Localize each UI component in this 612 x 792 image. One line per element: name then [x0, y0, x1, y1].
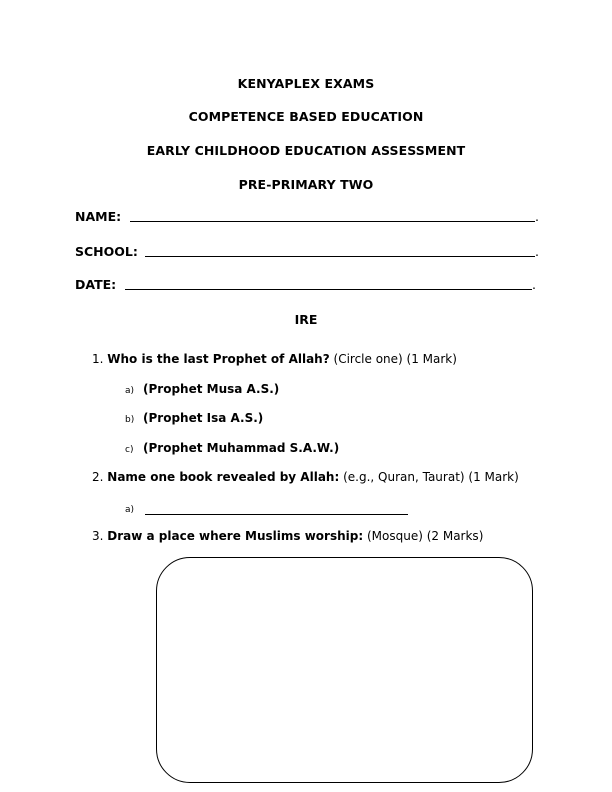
date-field[interactable]	[75, 277, 545, 292]
curriculum-title: COMPETENCE BASED EDUCATION	[188, 109, 424, 124]
date-label: DATE:	[75, 277, 117, 292]
option-text: (Prophet Muhammad S.A.W.)	[143, 441, 340, 455]
option-letter: c)	[125, 445, 134, 455]
question-3-note: (Mosque) (2 Marks)	[366, 529, 484, 543]
date-line[interactable]	[125, 289, 532, 290]
grade-title: PRE-PRIMARY TWO	[238, 177, 374, 192]
question-1-number: 1.	[92, 352, 104, 366]
question-2-prompt: Name one book revealed by Allah:	[107, 470, 340, 484]
question-2-answer-line[interactable]	[145, 514, 408, 515]
question-1-option-c[interactable]	[125, 441, 339, 455]
option-text: (Prophet Isa A.S.)	[143, 411, 264, 425]
question-1	[92, 352, 457, 366]
option-letter: a)	[125, 386, 135, 396]
school-field[interactable]	[75, 244, 545, 259]
option-text: (Prophet Musa A.S.)	[143, 382, 280, 396]
exam-title: KENYAPLEX EXAMS	[237, 76, 375, 91]
question-2	[92, 470, 519, 484]
option-letter: b)	[125, 415, 135, 425]
question-3-prompt: Draw a place where Muslims worship:	[107, 529, 364, 543]
question-1-note: (Circle one) (1 Mark)	[333, 352, 457, 366]
school-line[interactable]	[145, 256, 535, 257]
date-end-mark: .	[532, 277, 536, 292]
drawing-box[interactable]	[156, 557, 533, 783]
assessment-title: EARLY CHILDHOOD EDUCATION ASSESSMENT	[146, 143, 466, 158]
name-end-mark: .	[535, 209, 539, 224]
question-3	[92, 529, 483, 543]
question-2-note: (e.g., Quran, Taurat) (1 Mark)	[343, 470, 519, 484]
question-1-option-a[interactable]	[125, 382, 279, 396]
school-end-mark: .	[535, 244, 539, 259]
question-1-option-b[interactable]	[125, 411, 263, 425]
question-1-prompt: Who is the last Prophet of Allah?	[107, 352, 330, 366]
answer-letter: a)	[125, 505, 135, 515]
question-2-number: 2.	[92, 470, 104, 484]
subject-title: IRE	[294, 312, 318, 327]
question-2-answer	[125, 501, 143, 515]
name-line[interactable]	[130, 221, 535, 222]
name-field[interactable]	[75, 209, 545, 224]
name-label: NAME:	[75, 209, 122, 224]
school-label: SCHOOL:	[75, 244, 138, 259]
question-3-number: 3.	[92, 529, 104, 543]
